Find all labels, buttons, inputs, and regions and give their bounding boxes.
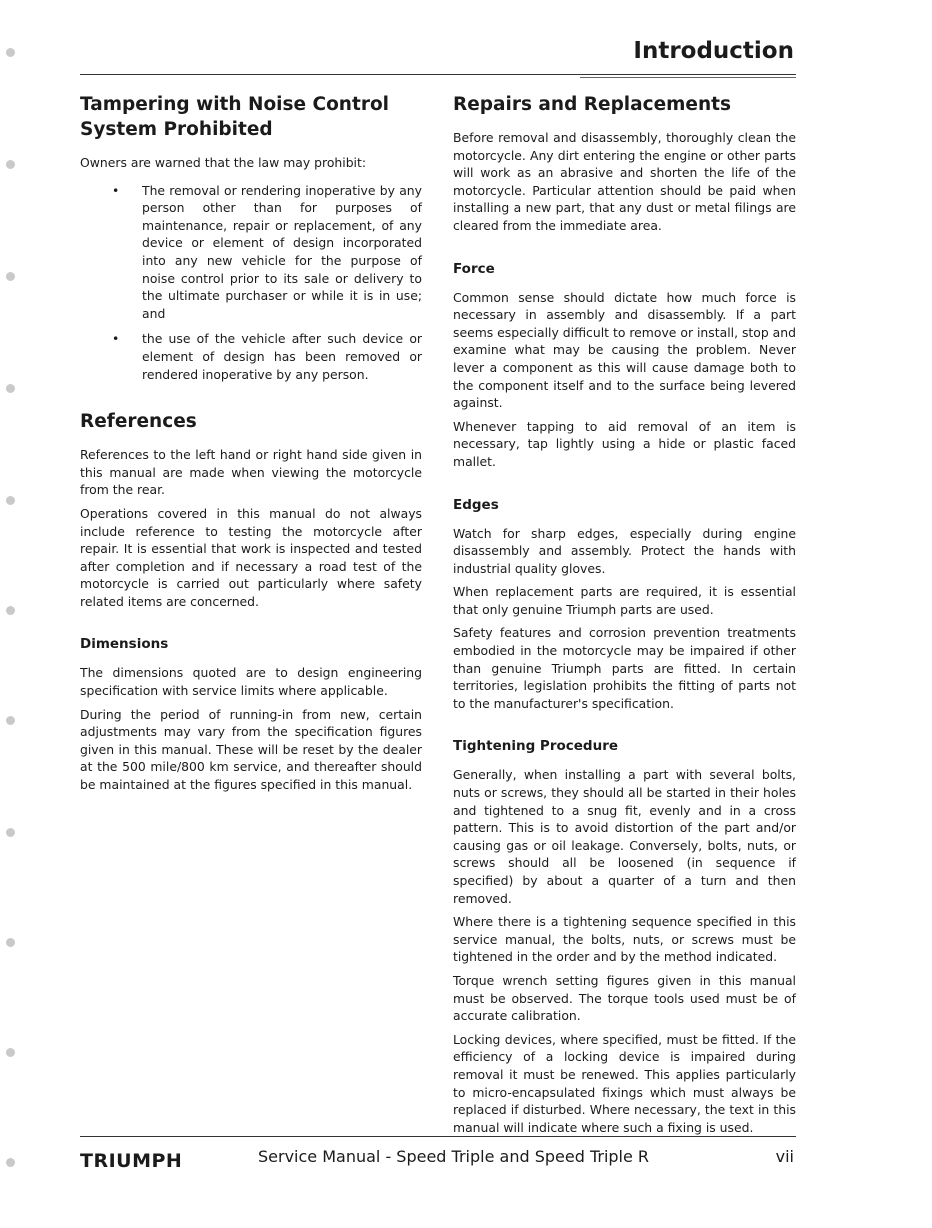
- list-item-text: The removal or rendering inoperative by any person other than for purposes of maintenance, repair or replacement, of any device or element of design incorporated into any new vehicle for the purpose of noise control prior to its sale or delivery to the ultimate purchaser or while it is in use; and: [142, 182, 422, 321]
- triumph-logo: TRIUMPH: [80, 1150, 183, 1172]
- section-title-force: Force: [453, 260, 495, 277]
- section-title-tampering: Tampering with Noise Control System Prohibited: [80, 94, 389, 140]
- paragraph: Locking devices, where specified, must be fitted. If the efficiency of a locking device is impaired during removal it must be renewed. This applies particularly to micro-encapsulated fixings which must always be replaced if disturbed. Where necessary, the text in this manual will indicate where such a fixing is used.: [453, 1031, 796, 1135]
- paragraph: Torque wrench setting figures given in this manual must be observed. The torque tools used must be of accurate calibration.: [453, 972, 796, 1024]
- page-header-title: Introduction: [633, 38, 794, 64]
- right-column: [453, 92, 796, 1142]
- punch-hole-mark: [6, 160, 15, 169]
- section-title-references: References: [80, 411, 197, 433]
- section-tightening: [453, 738, 796, 1136]
- bullet-icon: •: [112, 182, 120, 198]
- punch-hole-mark: [6, 828, 15, 837]
- section-title-repairs: Repairs and Replacements: [453, 94, 731, 115]
- punch-hole-mark: [6, 48, 15, 57]
- footer-divider: [80, 1136, 796, 1137]
- paragraph: Watch for sharp edges, especially during engine disassembly and assembly. Protect the hands with industrial quality gloves.: [453, 525, 796, 576]
- section-edges: [453, 497, 796, 713]
- punch-hole-mark: [6, 1158, 15, 1167]
- section-title-edges: Edges: [453, 496, 499, 513]
- paragraph: During the period of running-in from new, certain adjustments may vary from the specification figures given in this manual. These will be reset by the dealer at the 500 mile/800 km service, and thereafter should be maintained at the figures specified in this manual.: [80, 706, 422, 793]
- footer-manual-title: Service Manual - Speed Triple and Speed Triple R: [258, 1147, 650, 1166]
- section-title-dimensions: Dimensions: [80, 636, 169, 653]
- section-force: [453, 261, 796, 471]
- section-references: [80, 409, 422, 610]
- paragraph: Whenever tapping to aid removal of an item is necessary, tap lightly using a hide or plastic faced mallet.: [453, 418, 796, 469]
- header-divider-secondary: [580, 77, 796, 78]
- paragraph: The dimensions quoted are to design engineering specification with service limits where applicable.: [80, 665, 422, 699]
- section-repairs: [453, 92, 796, 235]
- page-number: vii: [775, 1147, 794, 1166]
- punch-hole-mark: [6, 496, 15, 505]
- header-divider: [80, 74, 796, 75]
- paragraph: Before removal and disassembly, thoroughly clean the motorcycle. Any dirt entering the engine or other parts will work as an abrasive and shorten the life of the motorcycle. Particular attention should be paid when installing a new part, that any dust or metal filings are cleared from the immediate area.: [453, 130, 796, 233]
- paragraph: Safety features and corrosion prevention treatments embodied in the motorcycle may be impaired if other than genuine Triumph parts are fitted. In certain territories, legislation prohibits the fitting of parts not to the manufacturer's specification.: [453, 625, 796, 711]
- list-item: [80, 182, 422, 323]
- punch-hole-mark: [6, 716, 15, 725]
- tampering-intro: Owners are warned that the law may prohibit:: [80, 155, 367, 170]
- punch-hole-mark: [6, 938, 15, 947]
- section-tampering: [80, 92, 422, 383]
- paragraph: References to the left hand or right hand side given in this manual are made when viewing the motorcycle from the rear.: [80, 447, 422, 498]
- section-dimensions: [80, 636, 422, 793]
- left-column: [80, 92, 422, 800]
- paragraph: When replacement parts are required, it is essential that only genuine Triumph parts are used.: [453, 584, 796, 617]
- punch-hole-mark: [6, 384, 15, 393]
- list-item: [80, 330, 422, 383]
- punch-hole-mark: [6, 1048, 15, 1057]
- punch-hole-mark: [6, 606, 15, 615]
- bullet-icon: •: [112, 331, 120, 347]
- paragraph: Common sense should dictate how much force is necessary in assembly and disassembly. If a part seems especially difficult to remove or install, stop and examine what may be causing the problem. Never lever a component as this will cause damage both to the component itself and to the surface being levered against.: [453, 289, 796, 411]
- paragraph: Operations covered in this manual do not always include reference to testing the motorcycle after repair. It is essential that work is inspected and tested after completion and if necessary a road test of the motorcycle is carried out particularly where safety related items are concerned.: [80, 505, 422, 609]
- section-title-tightening: Tightening Procedure: [453, 738, 619, 755]
- tampering-bullet-list: [80, 182, 422, 384]
- punch-hole-mark: [6, 272, 15, 281]
- paragraph: Where there is a tightening sequence specified in this service manual, the bolts, nuts, or screws must be tightened in the order and by the method indicated.: [453, 914, 796, 965]
- paragraph: Generally, when installing a part with several bolts, nuts or screws, they should all be started in their holes and tightened to a snug fit, evenly and in a cross pattern. This is to avoid distortion of the part and/or causing gas or oil leakage. Conversely, bolts, nuts, or screws should all be loosened (in sequence if specified) by about a quarter of a turn and then removed.: [453, 767, 796, 906]
- list-item-text: the use of the vehicle after such device or element of design has been removed or rendered inoperative by any person.: [142, 331, 422, 382]
